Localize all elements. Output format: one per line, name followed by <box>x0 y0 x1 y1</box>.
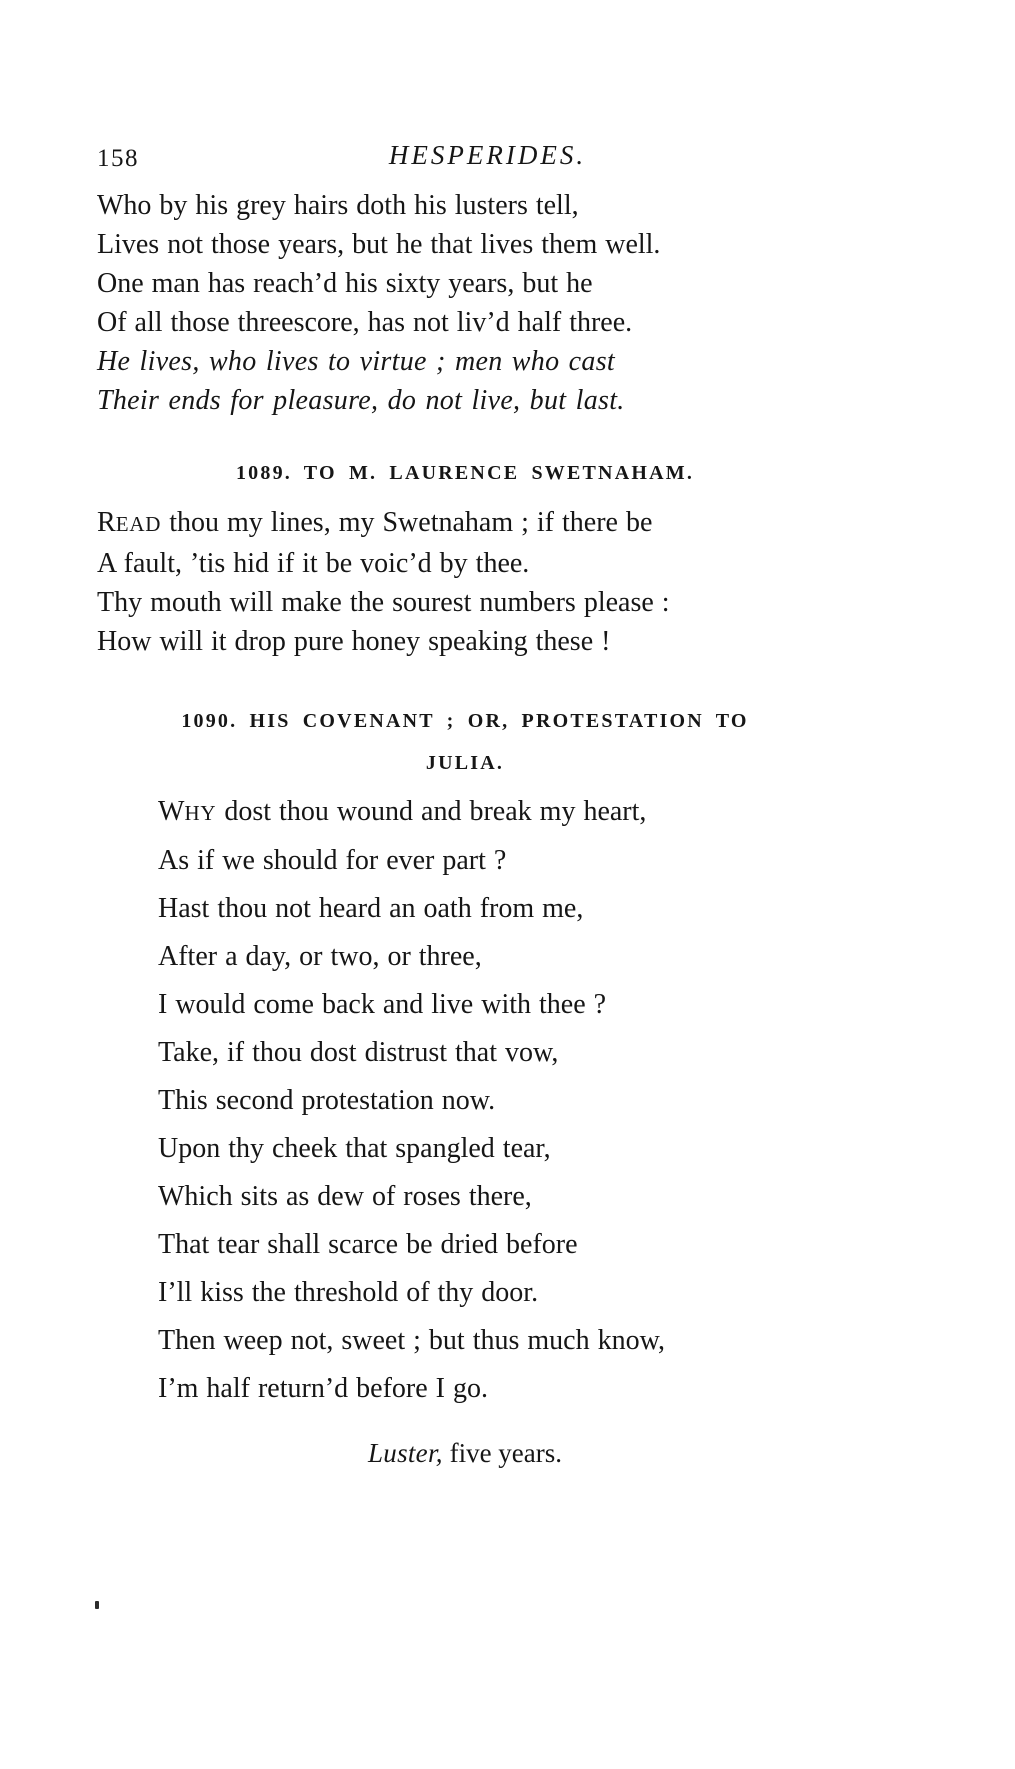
lead-initial: W <box>158 796 185 827</box>
poem-line: This second protestation now. <box>158 1085 496 1116</box>
poem-line-italic: He lives, who lives to virtue ; men who cast <box>97 346 615 377</box>
poem-line <box>158 788 665 837</box>
running-title: HESPERIDES. <box>388 140 587 170</box>
poem-line: I’ll kiss the threshold of thy door. <box>158 1277 539 1308</box>
poem-line: Hast thou not heard an oath from me, <box>158 893 584 924</box>
footnote-text: five years. <box>442 1438 563 1468</box>
ink-speck <box>95 1601 99 1609</box>
poem-1089 <box>97 503 670 661</box>
poem-line: I would come back and live with thee ? <box>158 989 607 1020</box>
poem-line: A fault, ’tis hid if it be voic’d by thee. <box>97 548 530 579</box>
poem-line: Of all those threescore, has not liv’d half three. <box>97 307 633 338</box>
poem-heading-1089: 1089. TO M. LAURENCE SWETNAHAM. <box>235 462 695 484</box>
poem-line: Which sits as dew of roses there, <box>158 1181 532 1212</box>
poem-line <box>97 503 670 544</box>
poem-heading-1090 <box>95 700 835 784</box>
poem-previous <box>97 186 660 420</box>
poem-line: Then weep not, sweet ; but thus much know, <box>158 1325 665 1356</box>
lead-initial: R <box>97 507 116 538</box>
lead-small-caps: EAD <box>115 512 162 536</box>
poem-line: Take, if thou dost distrust that vow, <box>158 1037 559 1068</box>
page-header <box>95 140 920 180</box>
poem-line: One man has reach’d his sixty years, but he <box>97 268 593 299</box>
poem-line: Lives not those years, but he that lives them well. <box>97 229 661 260</box>
page-number: 158 <box>97 145 139 172</box>
poem-line: Who by his grey hairs doth his lusters tell, <box>97 190 579 221</box>
poem-line-italic: Their ends for pleasure, do not live, but last. <box>97 385 625 416</box>
lead-small-caps: HY <box>184 801 217 825</box>
poem-line: I’m half return’d before I go. <box>158 1373 488 1404</box>
poem-line: After a day, or two, or three, <box>158 941 482 972</box>
poem-line: That tear shall scarce be dried before <box>158 1229 578 1260</box>
footnote-term: Luster, <box>367 1438 443 1468</box>
line-text: dost thou wound and break my heart, <box>216 796 647 827</box>
poem-line: Upon thy cheek that spangled tear, <box>158 1133 551 1164</box>
footnote <box>95 1438 835 1469</box>
poem-heading-1090-line2: JULIA. <box>425 752 505 774</box>
poem-line: How will it drop pure honey speaking these ! <box>97 626 611 657</box>
line-text: thou my lines, my Swetnaham ; if there be <box>161 507 653 538</box>
poem-line: Thy mouth will make the sourest numbers please : <box>97 587 670 618</box>
poem-line: As if we should for ever part ? <box>158 845 507 876</box>
poem-heading-1090-line1: 1090. HIS COVENANT ; OR, PROTESTATION TO <box>181 710 749 732</box>
poem-1090 <box>158 788 665 1413</box>
